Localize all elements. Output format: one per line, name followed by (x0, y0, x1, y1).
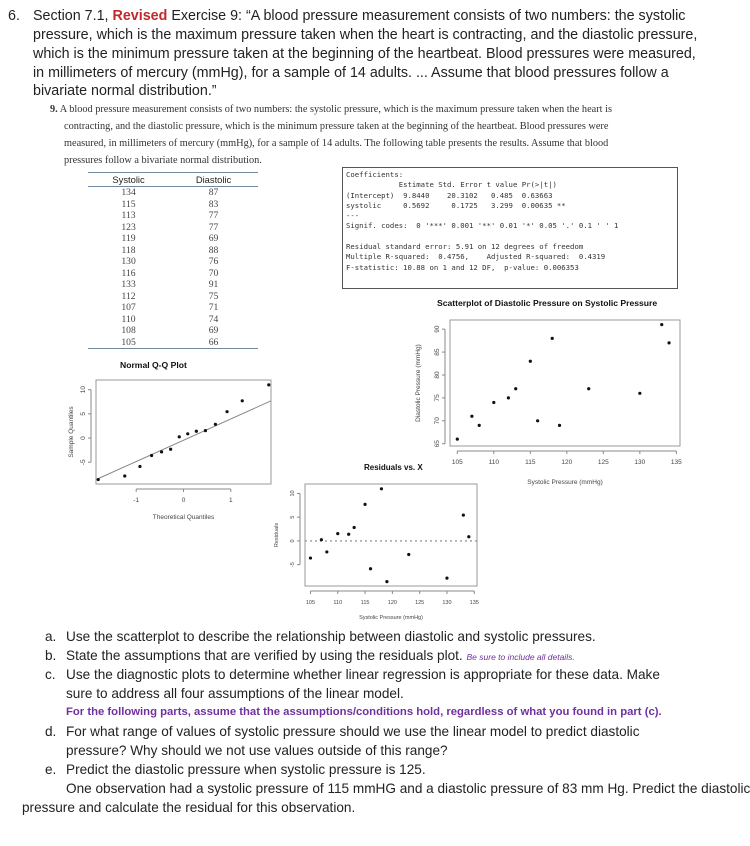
diastolic-cell: 87 (208, 187, 219, 198)
x-tick-label: 130 (442, 600, 452, 606)
data-point (138, 465, 141, 468)
diastolic-cell: 76 (208, 256, 219, 267)
part-d-text (66, 723, 640, 741)
y-tick-label: -5 (290, 562, 296, 568)
part-letter: c. (45, 667, 56, 682)
data-point (214, 423, 217, 426)
part-note: Be sure to include all details. (466, 652, 575, 662)
data-point (667, 341, 670, 344)
plot-frame (305, 484, 477, 586)
systolic-cell: 112 (121, 290, 136, 302)
table-row (88, 199, 258, 211)
data-point (587, 387, 590, 390)
textbook-line-2: contracting, and the diastolic pressure, which is the minimum pressure taken at the beginning of the heartbeat. Blood pressures were (64, 121, 609, 132)
data-point (407, 553, 410, 556)
diastolic-cell: 69 (208, 233, 219, 244)
systolic-cell: 105 (88, 337, 169, 349)
data-point (507, 396, 510, 399)
data-point (347, 533, 350, 536)
y-tick-label: 85 (434, 348, 441, 356)
data-point (514, 387, 517, 390)
normal-qq-plot (66, 372, 278, 522)
diastolic-cell: 74 (208, 313, 219, 325)
diastolic-cell: 83 (208, 198, 219, 210)
part-text: For what range of values of systolic pressure should we use the linear model to predict diastolic (66, 724, 640, 739)
part-text: State the assumptions that are verified by using the residuals plot. (66, 648, 463, 663)
x-tick-label: 110 (488, 459, 499, 466)
scatter-plot (410, 312, 680, 484)
y-tick-label: 65 (434, 440, 441, 448)
systolic-cell: 116 (121, 267, 136, 279)
table-row (88, 337, 258, 349)
x-axis-label: Theoretical Quantiles (152, 514, 215, 521)
table-row (88, 302, 258, 314)
data-point (241, 399, 244, 402)
data-point (363, 503, 366, 506)
y-tick-label: 80 (434, 371, 441, 379)
textbook-line-1 (50, 102, 612, 117)
systolic-cell: 110 (121, 313, 136, 325)
residuals-plot-title: Residuals vs. X (364, 463, 423, 472)
systolic-cell: 118 (121, 244, 136, 256)
y-tick-label: 10 (80, 386, 87, 394)
data-point (558, 424, 561, 427)
x-tick-label: 0 (181, 497, 186, 504)
data-point (353, 526, 356, 529)
x-tick-label: 125 (597, 459, 609, 466)
table-row (88, 233, 258, 245)
y-tick-label: 10 (290, 490, 296, 497)
diastolic-cell: 77 (208, 210, 219, 221)
x-tick-label: 120 (387, 600, 397, 606)
part-e-text (66, 761, 426, 779)
data-point (325, 550, 328, 553)
data-point (204, 429, 207, 432)
question-line-2: pressure, which is the maximum pressure taken when the heart is contracting, and the diastolic pressure, (33, 27, 698, 43)
regression-output-line: F-statistic: 10.88 on 1 and 12 DF, p-value: 0.006353 (346, 262, 579, 272)
textbook-number: 9. (50, 104, 58, 115)
y-tick-label: 5 (80, 412, 87, 416)
data-point (536, 419, 539, 422)
data-point (186, 432, 189, 435)
diastolic-cell: 88 (208, 244, 219, 256)
y-tick-label: 90 (434, 325, 441, 333)
data-point (195, 430, 198, 433)
part-b-text (66, 647, 575, 666)
question-text: Exercise 9: “A blood pressure measurement consists of two numbers: the systolic (167, 8, 686, 24)
regression-output-line (346, 232, 674, 242)
table-row (88, 291, 258, 303)
table-row (88, 256, 258, 268)
x-tick-label: 105 (305, 600, 316, 606)
systolic-cell: 108 (121, 325, 136, 336)
x-axis-label: Systolic Pressure (mmHg) (359, 615, 423, 621)
table-row (88, 279, 258, 291)
data-point (529, 360, 532, 363)
table-row (88, 325, 258, 337)
x-tick-label: 120 (561, 459, 573, 466)
regression-output (342, 167, 678, 289)
part-letter: d. (45, 724, 57, 739)
systolic-cell: 107 (121, 302, 136, 313)
data-point (123, 474, 126, 477)
part-a-text (66, 628, 596, 646)
data-point (492, 401, 495, 404)
textbook-text: A blood pressure measurement consists of two numbers: the systolic pressure, which is the maximum pressure taken when the heart is (59, 104, 612, 115)
part-c-text (66, 666, 660, 684)
qq-reference-line (96, 401, 271, 480)
x-tick-label: -1 (133, 497, 140, 504)
part-text: Use the diagnostic plots to determine whether linear regression is appropriate for these data. Make (66, 667, 660, 682)
x-tick-label: 110 (333, 600, 343, 606)
qq-plot-title: Normal Q-Q Plot (120, 360, 187, 370)
data-point (470, 415, 473, 418)
data-point (97, 478, 100, 481)
col-header-diastolic: Diastolic (169, 173, 258, 187)
y-tick-label: 5 (290, 515, 296, 519)
data-point (169, 448, 172, 451)
plot-frame (450, 320, 680, 446)
data-point (456, 438, 459, 441)
data-point (467, 535, 470, 538)
data-point (160, 450, 163, 453)
data-point (178, 435, 181, 438)
y-tick-label: -5 (80, 459, 87, 466)
data-point (385, 580, 388, 583)
part-letter: e. (45, 762, 57, 777)
question-line-3: which is the minimum pressure taken at the beginning of the heartbeat. Blood pressures were measured, (33, 46, 696, 62)
question-line-4: in millimeters of mercury (mmHg), for a sample of 14 adults. ... Assume that blood pressures follow a (33, 65, 669, 81)
systolic-cell: 113 (121, 210, 136, 221)
table-row (88, 210, 258, 222)
data-point (445, 577, 448, 580)
final-question-line-2: pressure and calculate the residual for this observation. (22, 800, 356, 815)
part-text: Use the scatterplot to describe the relationship between diastolic and systolic pressures. (66, 629, 596, 644)
y-axis-label: Sample Quantiles (68, 406, 75, 458)
scatter-plot-title: Scatterplot of Diastolic Pressure on Systolic Pressure (437, 298, 658, 308)
table-row (88, 222, 258, 234)
diastolic-cell: 71 (208, 302, 219, 313)
regression-output-line: systolic 0.5692 0.1725 3.299 0.00635 ** (346, 200, 566, 210)
regression-output-line: Residual standard error: 5.91 on 12 degrees of freedom (346, 242, 584, 252)
regression-output-line: Coefficients: (346, 170, 404, 179)
blood-pressure-table (88, 172, 258, 349)
systolic-cell: 119 (121, 233, 136, 244)
data-point (380, 487, 383, 490)
systolic-cell: 115 (121, 198, 136, 210)
x-axis-label: Systolic Pressure (mmHg) (527, 479, 603, 486)
regression-output-line: Signif. codes: 0 '***' 0.001 '**' 0.01 '*' 0.05 '.' 0.1 ' ' 1 (346, 221, 619, 231)
diastolic-cell: 91 (208, 279, 219, 290)
data-point (336, 532, 339, 535)
data-point (150, 454, 153, 457)
section-ref: Section 7.1, (33, 8, 109, 24)
x-tick-label: 135 (469, 600, 479, 606)
data-point (225, 410, 228, 413)
y-tick-label: 75 (434, 394, 441, 402)
systolic-cell: 133 (121, 279, 136, 290)
regression-output-line: (Intercept) 9.8440 20.3102 0.485 0.63663 (346, 190, 553, 200)
y-tick-label: 70 (434, 417, 441, 425)
table-row (88, 245, 258, 257)
regression-output-line: Estimate Std. Error t value Pr(>|t|) (346, 180, 557, 190)
textbook-line-3: measured, in millimeters of mercury (mmHg), for a sample of 14 adults. The following table presents the results. Assume that blood (64, 138, 609, 149)
x-tick-label: 130 (634, 459, 646, 466)
x-tick-label: 105 (451, 459, 463, 466)
col-header-systolic: Systolic (88, 173, 169, 187)
data-point (660, 323, 663, 326)
regression-output-line: Multiple R-squared: 0.4756, Adjusted R-squared: 0.4319 (346, 252, 606, 262)
systolic-cell: 130 (121, 256, 136, 267)
diastolic-cell: 66 (169, 337, 258, 349)
part-continuation: pressure? Why should we not use values outside of this range? (66, 743, 448, 758)
question-number: 6. (8, 8, 20, 24)
diastolic-cell: 69 (208, 325, 219, 336)
data-point (267, 383, 270, 386)
x-tick-label: 135 (670, 459, 682, 466)
data-point (309, 556, 312, 559)
part-letter: b. (45, 648, 57, 663)
x-tick-label: 115 (360, 600, 370, 606)
y-axis-label: Residuals (274, 522, 280, 548)
part-continuation: sure to address all four assumptions of the linear model. (66, 686, 404, 701)
table-row (88, 268, 258, 280)
textbook-line-4: pressures follow a bivariate normal distribution. (64, 155, 262, 166)
systolic-cell: 123 (121, 221, 136, 233)
diastolic-cell: 70 (208, 267, 219, 279)
y-axis-label: Diastolic Pressure (mmHg) (415, 344, 422, 422)
diastolic-cell: 77 (208, 221, 219, 233)
table-row (88, 314, 258, 326)
question-line-1 (33, 8, 685, 25)
x-tick-label: 1 (228, 497, 233, 504)
data-point (638, 392, 641, 395)
residuals-plot (270, 476, 500, 622)
y-tick-label: 0 (290, 539, 296, 543)
data-point (320, 538, 323, 541)
question-line-5: bivariate normal distribution.” (33, 83, 217, 99)
plot-frame (96, 380, 271, 484)
systolic-cell: 134 (121, 187, 136, 198)
regression-output-line: --- (346, 211, 360, 221)
y-tick-label: 0 (80, 436, 87, 440)
assumption-note: For the following parts, assume that the assumptions/conditions hold, regardless of what you found in part (c). (66, 706, 662, 718)
table-row (88, 187, 258, 199)
diastolic-cell: 75 (208, 290, 219, 302)
part-letter: a. (45, 629, 57, 644)
part-text: Predict the diastolic pressure when systolic pressure is 125. (66, 762, 426, 777)
data-point (551, 337, 554, 340)
data-point (462, 513, 465, 516)
revised-label: Revised (112, 8, 168, 24)
data-point (369, 567, 372, 570)
x-tick-label: 125 (415, 600, 425, 606)
data-point (478, 424, 481, 427)
x-tick-label: 115 (525, 459, 536, 466)
final-question-line-1: One observation had a systolic pressure of 115 mmHG and a diastolic pressure of 83 mm Hg. Predict the diastolic (66, 781, 750, 796)
